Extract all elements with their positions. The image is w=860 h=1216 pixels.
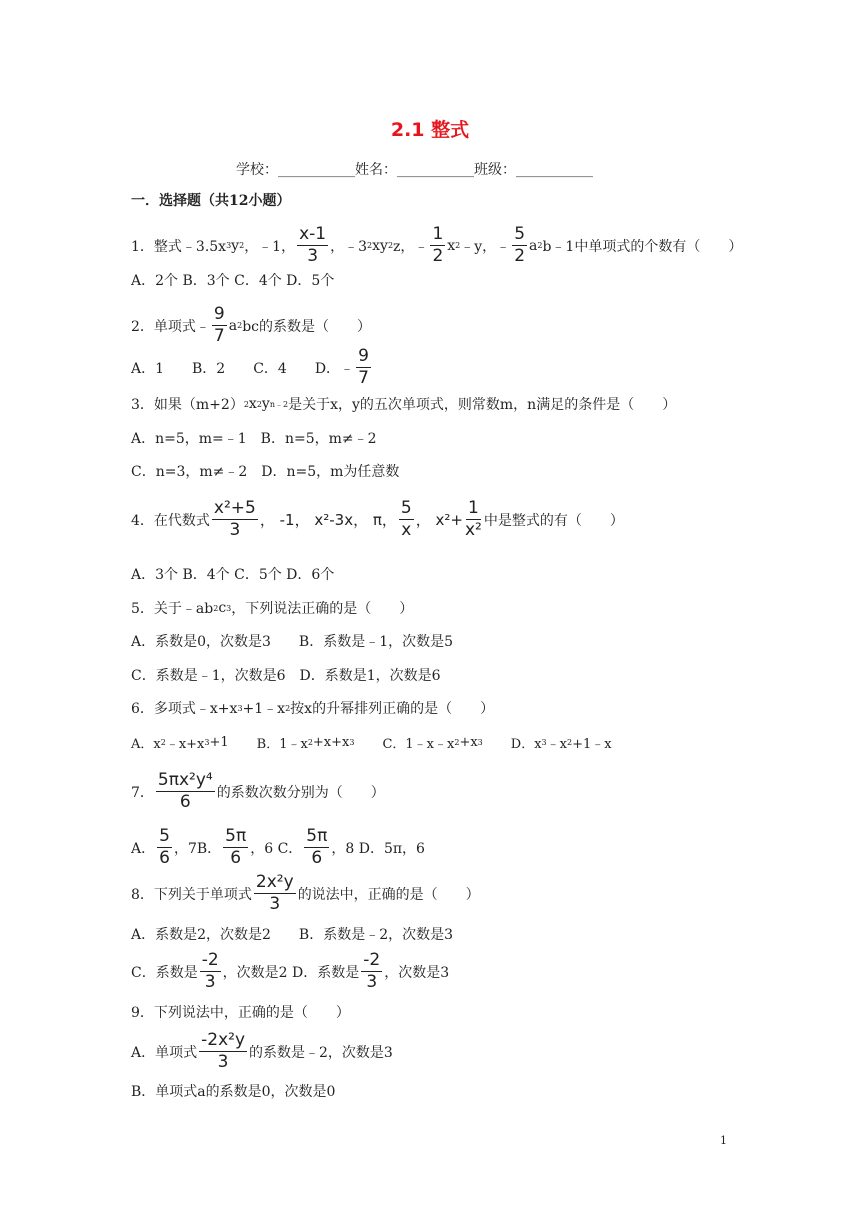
fraction: [212, 306, 227, 345]
denominator: 3: [269, 894, 281, 914]
sup: 3: [237, 703, 243, 713]
numerator: 9: [358, 346, 369, 366]
denominator: 6: [311, 848, 323, 868]
q1-text: ，﹣3: [330, 238, 368, 255]
q1-text: a: [529, 237, 538, 254]
q4-text: 中是整式的有（ ）: [483, 512, 624, 529]
question-9-option-b: B．单项式a的系数是0，次数是0: [131, 1084, 336, 1100]
q8-opt: ，次数是2 D．系数是: [222, 964, 360, 981]
sup: 2: [213, 603, 219, 613]
q5-text: ，下列说法正确的是（ ）: [231, 601, 414, 617]
q1-text: 1．整式﹣3.5x: [131, 238, 227, 255]
q8-opt: C．系数是: [131, 964, 198, 981]
q8-opt: ，次数是3: [384, 964, 450, 981]
sup: 2: [307, 738, 313, 747]
denominator: x²: [464, 520, 482, 540]
sup: 3: [349, 738, 355, 747]
q9-opt: A．单项式: [131, 1044, 198, 1061]
fraction: [297, 226, 328, 265]
q1-text: y: [231, 237, 240, 254]
fraction: [199, 1032, 247, 1071]
q6-text: +1﹣x: [242, 701, 286, 717]
denominator: 7: [213, 326, 225, 346]
q7-text: 7．: [131, 784, 154, 801]
q1-text: x: [447, 237, 456, 254]
denominator: 3: [307, 246, 319, 266]
numerator: -2: [363, 950, 381, 970]
sup: 2: [387, 241, 394, 250]
sup: 2: [160, 738, 166, 747]
numerator: 5πx²y⁴: [157, 770, 213, 790]
question-9-option-a: [131, 1032, 393, 1071]
fraction: [430, 226, 445, 265]
q2-options-text: A．1 B．2 C．4 D．﹣: [131, 360, 355, 377]
numerator: x²+5: [213, 498, 256, 518]
q6-opt: B．1﹣x: [256, 737, 308, 752]
denominator: 6: [179, 792, 191, 812]
question-8-options-1: A．系数是2，次数是2 B．系数是﹣2，次数是3: [131, 927, 454, 943]
sup: 2: [237, 321, 243, 330]
question-8: [131, 874, 480, 913]
fraction: [356, 348, 371, 387]
page-number: 1: [720, 1134, 727, 1147]
denominator: 3: [204, 972, 216, 992]
question-2: [131, 306, 371, 345]
question-8-options-2: [131, 952, 449, 991]
q6-opt: D．x: [510, 737, 542, 752]
q7-opt: ，6 C．: [250, 840, 303, 857]
q1-text: xy: [372, 237, 388, 254]
q9-opt: 的系数是﹣2，次数是3: [249, 1044, 393, 1061]
numerator: 2x²y: [255, 872, 294, 892]
q2-text: 2．单项式﹣: [131, 318, 210, 335]
numerator: 5π: [225, 826, 247, 846]
q1-text: ，﹣1，: [244, 238, 296, 255]
sup: 2: [455, 241, 461, 250]
question-3-options-1: A．n=5，m=﹣1 B．n=5，m≠﹣2: [131, 431, 377, 447]
fraction: [304, 828, 329, 867]
q6-text: 6．多项式﹣x+x: [131, 701, 238, 717]
q1-text: z，﹣: [393, 238, 429, 255]
numerator: 5π: [306, 826, 328, 846]
denominator: 2: [432, 246, 444, 266]
question-1: [131, 226, 742, 265]
question-5-options-2: C．系数是﹣1，次数是6 D．系数是1，次数是6: [131, 668, 441, 684]
numerator: x-1: [299, 224, 327, 244]
question-5: [131, 598, 413, 618]
sup: 3: [204, 738, 210, 747]
question-9: 9．下列说法中，正确的是（ ）: [131, 1005, 350, 1021]
q5-text: c: [218, 600, 227, 616]
sup: 3: [477, 738, 483, 747]
denominator: 7: [358, 368, 369, 388]
question-4-options: A．3个 B．4个 C．5个 D．6个: [131, 567, 335, 583]
sup: 2: [239, 241, 245, 250]
sup: n﹣2: [269, 399, 289, 409]
denominator: 6: [159, 848, 170, 868]
question-6: [131, 698, 494, 718]
sup: 2: [566, 738, 573, 747]
q1-text: b﹣1中单项式的个数有（ ）: [542, 238, 743, 255]
fraction: [512, 226, 527, 265]
fraction: [200, 952, 221, 991]
q8-text: 的说法中，正确的是（ ）: [297, 886, 480, 903]
q6-opt: A．x: [131, 737, 161, 752]
numerator: 1: [467, 498, 479, 518]
sup: 2: [537, 241, 543, 250]
question-6-options: [131, 733, 612, 752]
sup: 3: [541, 738, 547, 747]
q6-opt: +x+x: [312, 735, 350, 750]
q3-text: y: [261, 396, 270, 412]
question-7-options: [131, 828, 425, 867]
sup: 2: [367, 241, 373, 250]
numerator: 1: [432, 224, 444, 244]
denominator: 2: [514, 246, 526, 266]
fraction: [157, 828, 172, 867]
fraction: [254, 874, 296, 913]
q6-opt: ﹣x+x: [165, 737, 205, 752]
numerator: 5: [400, 498, 412, 518]
q6-opt: +1: [209, 735, 229, 750]
question-5-options-1: A．系数是0，次数是3 B．系数是﹣1，次数是5: [131, 634, 454, 650]
fraction: [465, 500, 482, 539]
numerator: 5: [159, 826, 170, 846]
fraction: [223, 828, 248, 867]
q6-opt: +x: [459, 735, 478, 750]
sup: 3: [226, 241, 232, 250]
sup: 3: [226, 603, 232, 613]
denominator: 3: [229, 520, 241, 540]
numerator: -2: [201, 950, 219, 970]
q5-text: 5．关于﹣ab: [131, 601, 214, 617]
numerator: 5: [514, 224, 526, 244]
q7-opt: ，8 D．5π，6: [331, 840, 425, 857]
question-3: [131, 394, 676, 414]
q4-text: 4．在代数式: [131, 512, 210, 529]
q8-text: 8．下列关于单项式: [131, 886, 252, 903]
question-7: [131, 772, 385, 811]
denominator: 3: [217, 1052, 229, 1072]
sup: 2: [454, 738, 460, 747]
q2-text: bc的系数是（ ）: [242, 318, 372, 335]
q7-opt: ，7B．: [173, 840, 222, 857]
sup: 2: [285, 703, 291, 713]
page-title: 2.1 整式: [390, 119, 470, 141]
q2-text: a: [228, 317, 238, 334]
fraction: [156, 772, 215, 811]
q6-opt: +1﹣x: [572, 737, 612, 752]
denominator: x: [401, 520, 412, 540]
question-2-options: [131, 348, 373, 387]
question-3-options-2: C．n=3，m≠﹣2 D．n=5，m为任意数: [131, 464, 400, 480]
section-heading: 一．选择题（共12小题）: [131, 193, 291, 209]
fraction: [361, 952, 382, 991]
q7-text: 的系数次数分别为（ ）: [216, 784, 385, 801]
q1-text: ﹣y，﹣: [460, 238, 511, 255]
q6-opt: C．1﹣x﹣x: [382, 737, 455, 752]
sup: 2: [256, 399, 262, 409]
q6-opt: ﹣x: [546, 737, 567, 752]
fraction: [212, 500, 258, 539]
numerator: 9: [213, 304, 225, 324]
question-4: [131, 500, 624, 539]
q4-text: ， x²+: [415, 511, 463, 529]
q3-text: x: [248, 396, 257, 412]
student-info-line: 学校：___________姓名：___________班级：___________: [236, 162, 593, 178]
q4-text: ， -1， x²-3x， π，: [259, 511, 397, 529]
q7-opt: A．: [131, 840, 156, 857]
denominator: 3: [366, 972, 378, 992]
sup: 2: [243, 399, 249, 409]
q3-text: 3．如果（m+2）: [131, 397, 244, 413]
q3-text: 是关于x，y的五次单项式，则常数m，n满足的条件是（ ）: [288, 397, 677, 413]
numerator: -2x²y: [201, 1030, 246, 1050]
denominator: 6: [230, 848, 242, 868]
fraction: [399, 500, 414, 539]
q6-text: 按x的升幂排列正确的是（ ）: [290, 701, 495, 717]
question-1-options: A．2个 B．3个 C．4个 D．5个: [131, 273, 335, 289]
